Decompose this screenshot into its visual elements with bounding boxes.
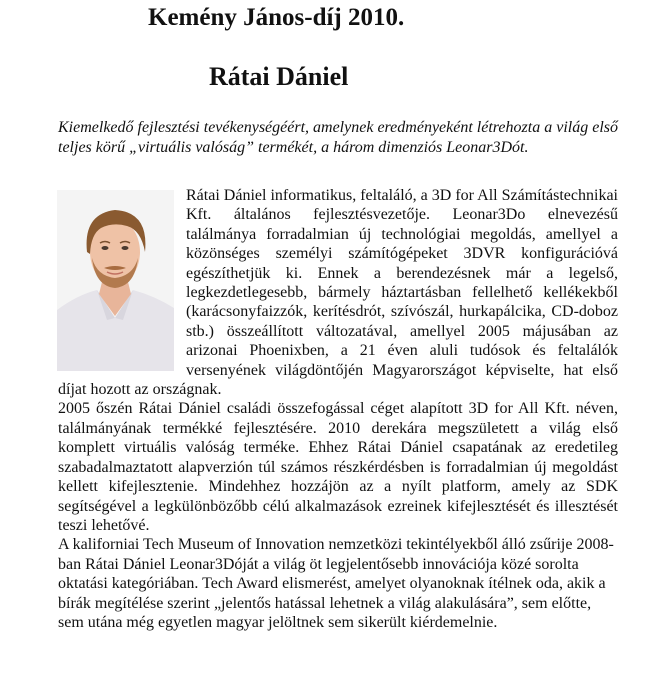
biography-paragraph-2: 2005 őszén Rátai Dániel családi összefogással céget alapított 3D for All Kft. néven, találmányának termékké fejlesztésére. 2010 derekára megszületett a világ első komplett virtuális valóság terméke. Ehhez Rátai Dániel csapatának az eredetileg szabadalmaztatott alapverzión túl számos részkérdésben is forradalmian új megoldást kellett kifejlesztenie. Mindehhez hozzájön az a nyílt platform, amely az SDK segítségével a legkülönbözőbb célú alkalmazások ezreinek kifejlesztését és illesztését teszi lehetővé. — [58, 400, 618, 534]
award-title: Kemény János-díj 2010. — [148, 4, 405, 31]
biography-paragraph-1: Rátai Dániel informatikus, feltaláló, a 3D for All Számítástechnikai Kft. általános fejlesztésvezetője. Leonar3Do elnevezésű találmánya forradalmian új technológiai megoldás, amellyel a közönséges személyi számítógépeket 3DVR konfigurációvá egészíthetjük ki. Ennek a berendezésnek már a legelső, legkezdetlegesebb, bármely háztartásban fellelhető kellékekből (karácsonyfaizzók, kerítésdrót, szívószál, hurkapálcika, CD-doboz stb.) összeállított változatával, amellyel 2005 májusában az arizonai Phoenixben, a 21 éven aluli tudósok és feltalálók versenyének világdöntőjén Magyarországot képviselte, hat első díjat hozott az országnak. — [58, 187, 618, 399]
award-citation: Kiemelkedő fejlesztési tevékenységéért, amelynek eredményeként létrehozta a világ első teljes körű „virtuális valóság” termékét, a három dimenziós Leonar3Dót. — [58, 119, 618, 156]
laureate-name: Rátai Dániel — [209, 62, 349, 91]
biography — [58, 186, 618, 632]
photo-wrap-spacer — [58, 186, 186, 379]
biography-paragraph-3: A kaliforniai Tech Museum of Innovation nemzetközi tekintélyekből álló zsűrije 2008-ban Rátai Dániel Leonar3Dóját a világ öt legjelentősebb innovációja közé sorolta oktatási kategóriában. Tech Award elismerést, amelyet olyanoknak ítélnek oda, akik a bírák megítélése szerint „jelentős hatással lehetnek a világ alakulására”, sem előtte, sem utána még egyetlen magyar jelöltnek sem sikerült kiérdemelnie. — [58, 536, 614, 631]
